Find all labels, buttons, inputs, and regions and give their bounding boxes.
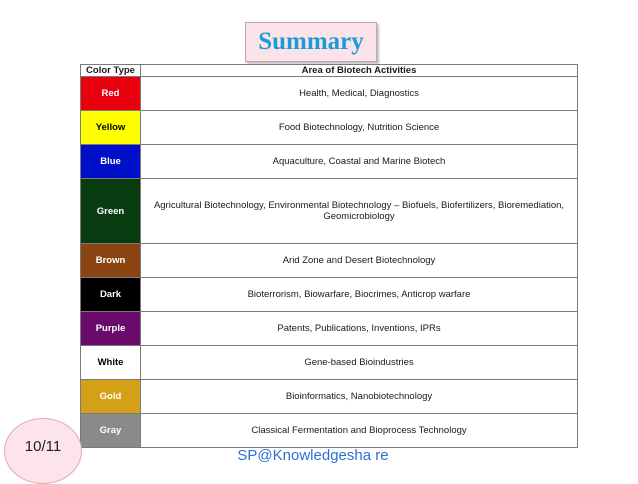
color-type-cell: Gold [81,380,141,414]
color-type-cell: Brown [81,244,141,278]
footer-credit: SP@Knowledgesha re [237,447,389,464]
activity-area-cell: Aquaculture, Coastal and Marine Biotech [141,144,578,178]
table-row [81,278,578,312]
color-type-cell: White [81,346,141,380]
table-row [81,346,578,380]
activity-area-cell: Food Biotechnology, Nutrition Science [141,110,578,144]
activity-area-cell: Classical Fermentation and Bioprocess Technology [141,414,578,448]
activity-area-cell: Bioinformatics, Nanobiotechnology [141,380,578,414]
color-type-cell: Gray [81,414,141,448]
activity-area-cell: Agricultural Biotechnology, Environmental Biotechnology – Biofuels, Biofertilizers, Bioremediation, Geomicrobiology [141,178,578,243]
header-area: Area of Biotech Activities [141,65,578,77]
activity-area-cell: Bioterrorism, Biowarfare, Biocrimes, Anticrop warfare [141,278,578,312]
page-number: 10/11 [24,437,62,455]
biotech-color-table [80,64,578,448]
color-type-cell: Dark [81,278,141,312]
table-row [81,144,578,178]
table-row [81,110,578,144]
activity-area-cell: Gene-based Bioindustries [141,346,578,380]
table-header-row [81,65,578,77]
activity-area-cell: Health, Medical, Diagnostics [141,77,578,111]
slide-title-box [245,22,377,62]
table-row [81,178,578,243]
activity-area-cell: Patents, Publications, Inventions, IPRs [141,312,578,346]
table-row [81,414,578,448]
color-type-cell: Purple [81,312,141,346]
color-type-cell: Blue [81,144,141,178]
table-row [81,312,578,346]
page-number-badge [4,418,82,484]
slide-title: Summary [258,28,364,55]
header-color-type: Color Type [81,65,141,77]
color-type-cell: Yellow [81,110,141,144]
color-type-cell: Red [81,77,141,111]
table-row [81,380,578,414]
table-row [81,77,578,111]
activity-area-cell: Arid Zone and Desert Biotechnology [141,244,578,278]
table-body [81,77,578,448]
table-row [81,244,578,278]
color-type-cell: Green [81,178,141,243]
